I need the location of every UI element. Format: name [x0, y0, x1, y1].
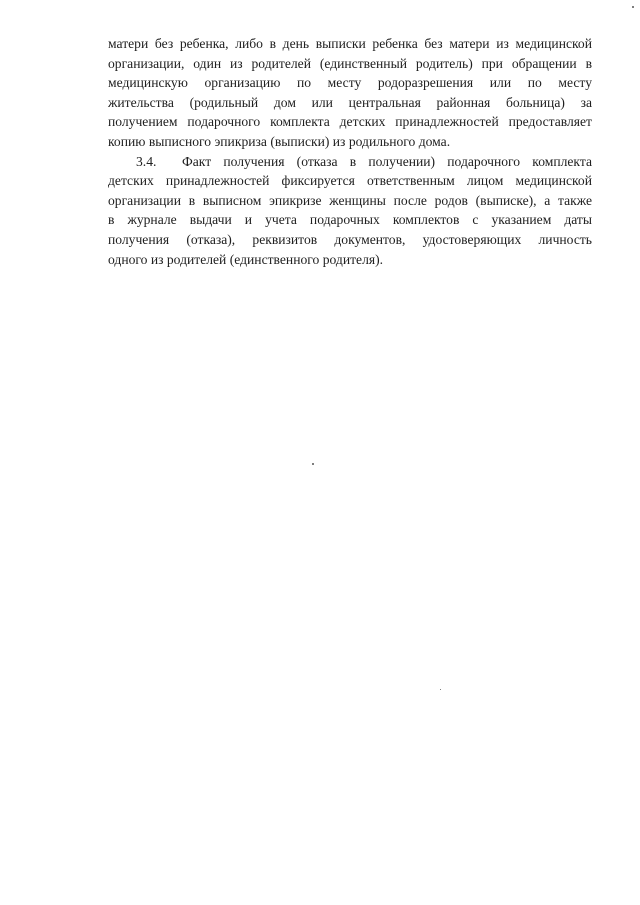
paragraph-first-line: Факт получения (отказа в получении) подарочного комплекта — [182, 153, 592, 169]
paragraph-3-4 — [108, 152, 592, 270]
text-line: матери без ребенка, либо в день выписки ребенка без матери из медицинской — [108, 36, 592, 51]
paragraph-3-3-continuation — [108, 34, 592, 152]
text-line: одного из родителей (единственного родителя). — [108, 251, 384, 267]
text-line: жительства (родильный дом или центральная районная больница) за — [108, 94, 592, 110]
scan-speck — [632, 6, 634, 8]
text-line-first — [108, 152, 592, 172]
text-line: организации в выписном эпикризе женщины после родов (выписке), а также — [108, 192, 592, 208]
text-line: в журнале выдачи и учета подарочных комплектов с указанием даты — [108, 212, 592, 228]
scan-speck — [440, 689, 441, 690]
text-line: детских принадлежностей фиксируется ответственным лицом медицинской — [108, 173, 592, 189]
text-line: получения (отказа), реквизитов документов, удостоверяющих личность — [108, 231, 592, 247]
scan-speck — [312, 463, 314, 465]
text-line: организации, один из родителей (единственный родитель) при обращении в — [108, 55, 592, 71]
text-line: получением подарочного комплекта детских принадлежностей предоставляет — [108, 114, 592, 130]
paragraph-number: 3.4. — [136, 153, 157, 169]
text-line: медицинскую организацию по месту родоразрешения или по месту — [108, 75, 592, 91]
document-body — [108, 34, 592, 269]
text-line: копию выписного эпикриза (выписки) из родильного дома. — [108, 133, 451, 149]
